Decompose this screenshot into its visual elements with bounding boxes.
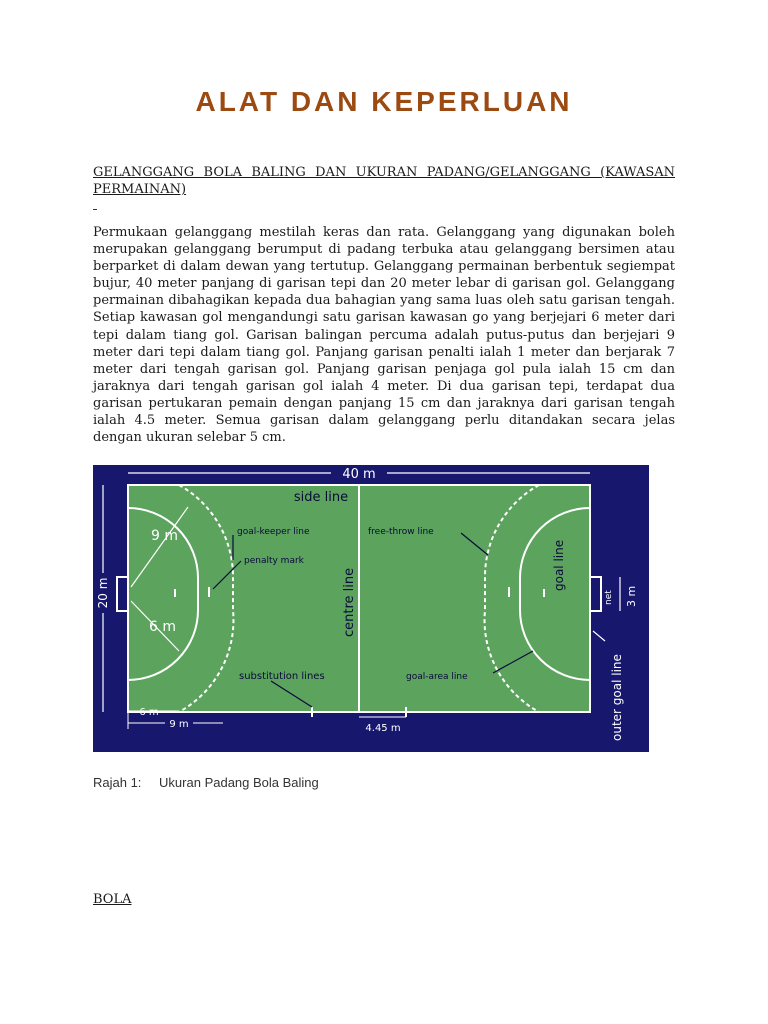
centre-line-label: centre line xyxy=(342,567,357,637)
substitution-label: substitution lines xyxy=(239,671,325,682)
paragraph-mark xyxy=(93,209,97,210)
net-label: net xyxy=(604,590,614,605)
three-m-label: 3 m xyxy=(625,585,638,607)
section-heading-court xyxy=(93,164,675,198)
width-label: 20 m xyxy=(96,577,110,609)
goal-area-label: goal-area line xyxy=(406,672,468,682)
caption-text: Ukuran Padang Bola Baling xyxy=(159,775,319,790)
bottom-445-label: 4.45 m xyxy=(365,723,401,734)
side-line-label: side line xyxy=(293,490,349,505)
caption-number: Rajah 1: xyxy=(93,775,142,790)
goal-line-label: goal line xyxy=(552,539,566,591)
length-label: 40 m xyxy=(342,467,376,482)
court-diagram xyxy=(93,465,649,752)
nine-m-label: 9 m xyxy=(151,528,178,544)
body-paragraph: Permukaan gelanggang mestilah keras dan rata. Gelanggang yang digunakan boleh merupakan gelanggang berumput di padang terbuka atau gelanggang bersimen atau berparket di dalam dewan yang tertutup. Gelanggang permainan berbentuk segiempat bujur, 40 meter panjang di garisan tepi dan 20 meter lebar di garisan gol. Gelanggang permainan dibahagikan kepada dua bahagian yang sama luas oleh satu garisan tengah. Setiap kawasan gol mengandungi satu garisan kawasan go yang berjejari 6 meter dari tepi dalam tiang gol. Garisan balingan percuma adalah putus-putus dan berjejari 9 meter dari tepi dalam tiang gol. Panjang garisan penalti ialah 1 meter dan berjarak 7 meter dari tengah garisan gol. Panjang garisan penjaga gol pula ialah 15 cm dan jaraknya dari tengah garisan gol ialah 4 meter. Di dua garisan tepi, terdapat dua garisan pertukaran pemain dengan panjang 15 cm dan jaraknya dari garisan tengah ialah 4.5 meter. Semua garisan dalam gelanggang perlu ditandakan secara jelas dengan ukuran selebar 5 cm. xyxy=(93,225,675,446)
outer-goal-line-label: outer goal line xyxy=(610,654,624,741)
goal-keeper-label: goal-keeper line xyxy=(237,527,310,537)
free-throw-label: free-throw line xyxy=(368,527,434,537)
bottom-6m-label: 6 m xyxy=(139,707,159,718)
six-m-label: 6 m xyxy=(149,619,176,635)
page-title: ALAT DAN KEPERLUAN xyxy=(195,86,573,117)
section-heading-line-2: PERMAINAN) xyxy=(93,182,187,197)
section-heading-ball: BOLA xyxy=(93,892,132,907)
section-heading-line-1: GELANGGANG BOLA BALING DAN UKURAN PADANG/GELANGGANG (KAWASAN xyxy=(93,165,675,180)
penalty-mark-label: penalty mark xyxy=(244,556,304,566)
figure-caption xyxy=(93,775,319,790)
bottom-9m-label: 9 m xyxy=(169,719,189,730)
